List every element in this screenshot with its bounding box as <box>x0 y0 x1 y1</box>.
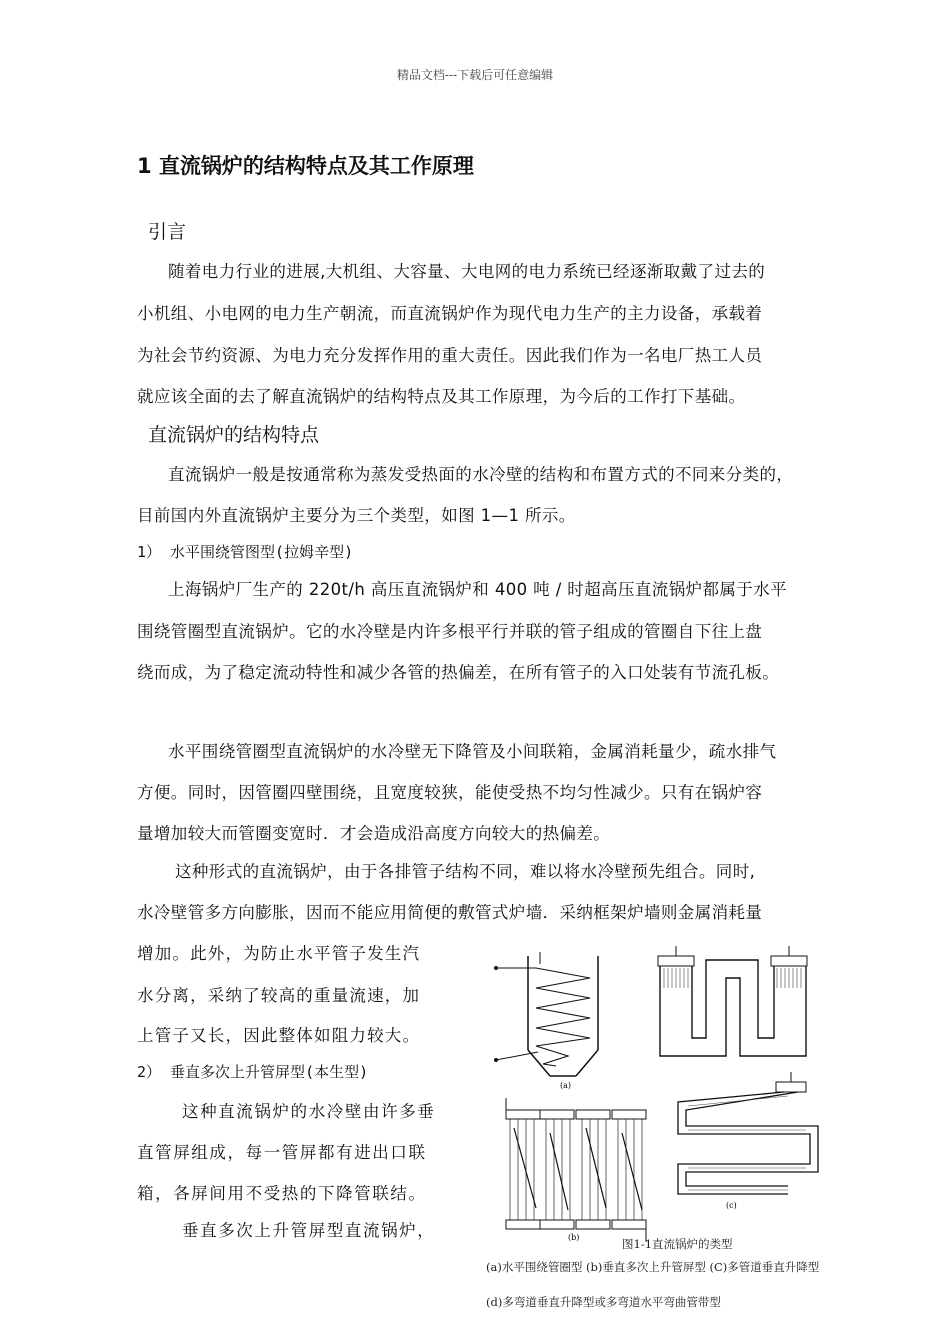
paragraph-line: 绕而成，为了稳定流动特性和减少各管的热偏差，在所有管子的入口处装有节流孔板。 <box>137 663 780 682</box>
paragraph-line: 目前国内外直流锅炉主要分为三个类型，如图 1—1 所示。 <box>137 506 576 525</box>
figure-b-vertical-panels <box>506 1098 646 1242</box>
list-item-type-2: 2） 垂直多次上升管屏型(本生型) <box>137 1063 369 1081</box>
paragraph-line: 水平围绕管圈型直流锅炉的水冷壁无下降管及小间联箱，金属消耗量少，疏水排气 <box>168 742 777 761</box>
paragraph-line: 上海锅炉厂生产的 220t/h 高压直流锅炉和 400 吨 / 时超高压直流锅炉都属于水平 <box>168 580 788 599</box>
paragraph-line: 增加。此外，为防止水平管子发生汽 <box>137 944 421 963</box>
paragraph-line: 量增加较大而管圈变宽时．才会造成沿高度方向较大的热偏差。 <box>137 824 611 843</box>
figure-legend-line-2: (d)多弯道垂直升降型或多弯道水平弯曲管带型 <box>486 1295 721 1309</box>
paragraph-line: 垂直多次上升管屏型直流锅炉， <box>182 1221 436 1240</box>
section-heading-intro: 引言 <box>148 221 187 243</box>
paragraph-line: 水冷壁管多方向膨胀，因而不能应用简便的敷管式炉墙．采纳框架炉墙则金属消耗量 <box>137 903 763 922</box>
paragraph-line: 直流锅炉一般是按通常称为蒸发受热面的水冷壁的结构和布置方式的不同来分类的， <box>168 465 794 484</box>
paragraph-line: 围绕管圈型直流锅炉。它的水冷壁是内许多根平行并联的管子组成的管圈自下往上盘 <box>137 622 763 641</box>
page-title: 1 直流锅炉的结构特点及其工作原理 <box>137 154 474 178</box>
paragraph-line: 小机组、小电网的电力生产朝流，而直流锅炉作为现代电力生产的主力设备，承载着 <box>137 304 763 323</box>
paragraph-line: 随着电力行业的进展,大机组、大容量、大电网的电力系统已经逐渐取戴了过去的 <box>168 262 766 281</box>
paragraph-line: 方便。同时，因管圈四壁围绕，且宽度较狭，能使受热不均匀性减少。只有在锅炉容 <box>137 783 763 802</box>
figure-label-a: (a) <box>560 1081 572 1090</box>
page-header: 精品文档---下载后可任意编辑 <box>396 68 554 82</box>
figure-a-horizontal-coil <box>494 952 598 1090</box>
figure-legend-line-1: (a)水平围绕管圈型 (b)垂直多次上升管屏型 (C)多管道垂直升降型 <box>486 1260 820 1274</box>
paragraph-line: 这种直流锅炉的水冷壁由许多垂 <box>182 1102 436 1121</box>
paragraph-line: 为社会节约资源、为电力充分发挥作用的重大责任。因此我们作为一名电厂热工人员 <box>137 346 763 365</box>
figure-label-b: (b) <box>568 1233 580 1242</box>
figure-d-serpentine-tubes <box>678 1072 818 1210</box>
paragraph-line: 直管屏组成，每一管屏都有进出口联 <box>137 1143 427 1162</box>
figure-label-c: (c) <box>726 1201 737 1210</box>
boiler-types-figure <box>488 938 868 1250</box>
paragraph-line: 水分离，采纳了较高的重量流速，加 <box>137 986 421 1005</box>
paragraph-line: 上管子又长，因此整体如阻力较大。 <box>137 1026 421 1045</box>
list-item-type-1: 1） 水平围绕管图型(拉姆辛型) <box>137 543 354 561</box>
paragraph-line: 箱，各屏间用不受热的下降管联结。 <box>137 1184 427 1203</box>
section-heading-structure: 直流锅炉的结构特点 <box>148 424 320 446</box>
figure-caption: 图1-1直流锅炉的类型 <box>622 1237 733 1251</box>
paragraph-line: 就应该全面的去了解直流锅炉的结构特点及其工作原理，为今后的工作打下基础。 <box>137 387 746 406</box>
figure-c-multi-pass-vertical <box>658 946 807 1056</box>
paragraph-line: 这种形式的直流锅炉，由于各排管子结构不同，难以将水冷壁预先组合。同时, <box>175 862 756 881</box>
